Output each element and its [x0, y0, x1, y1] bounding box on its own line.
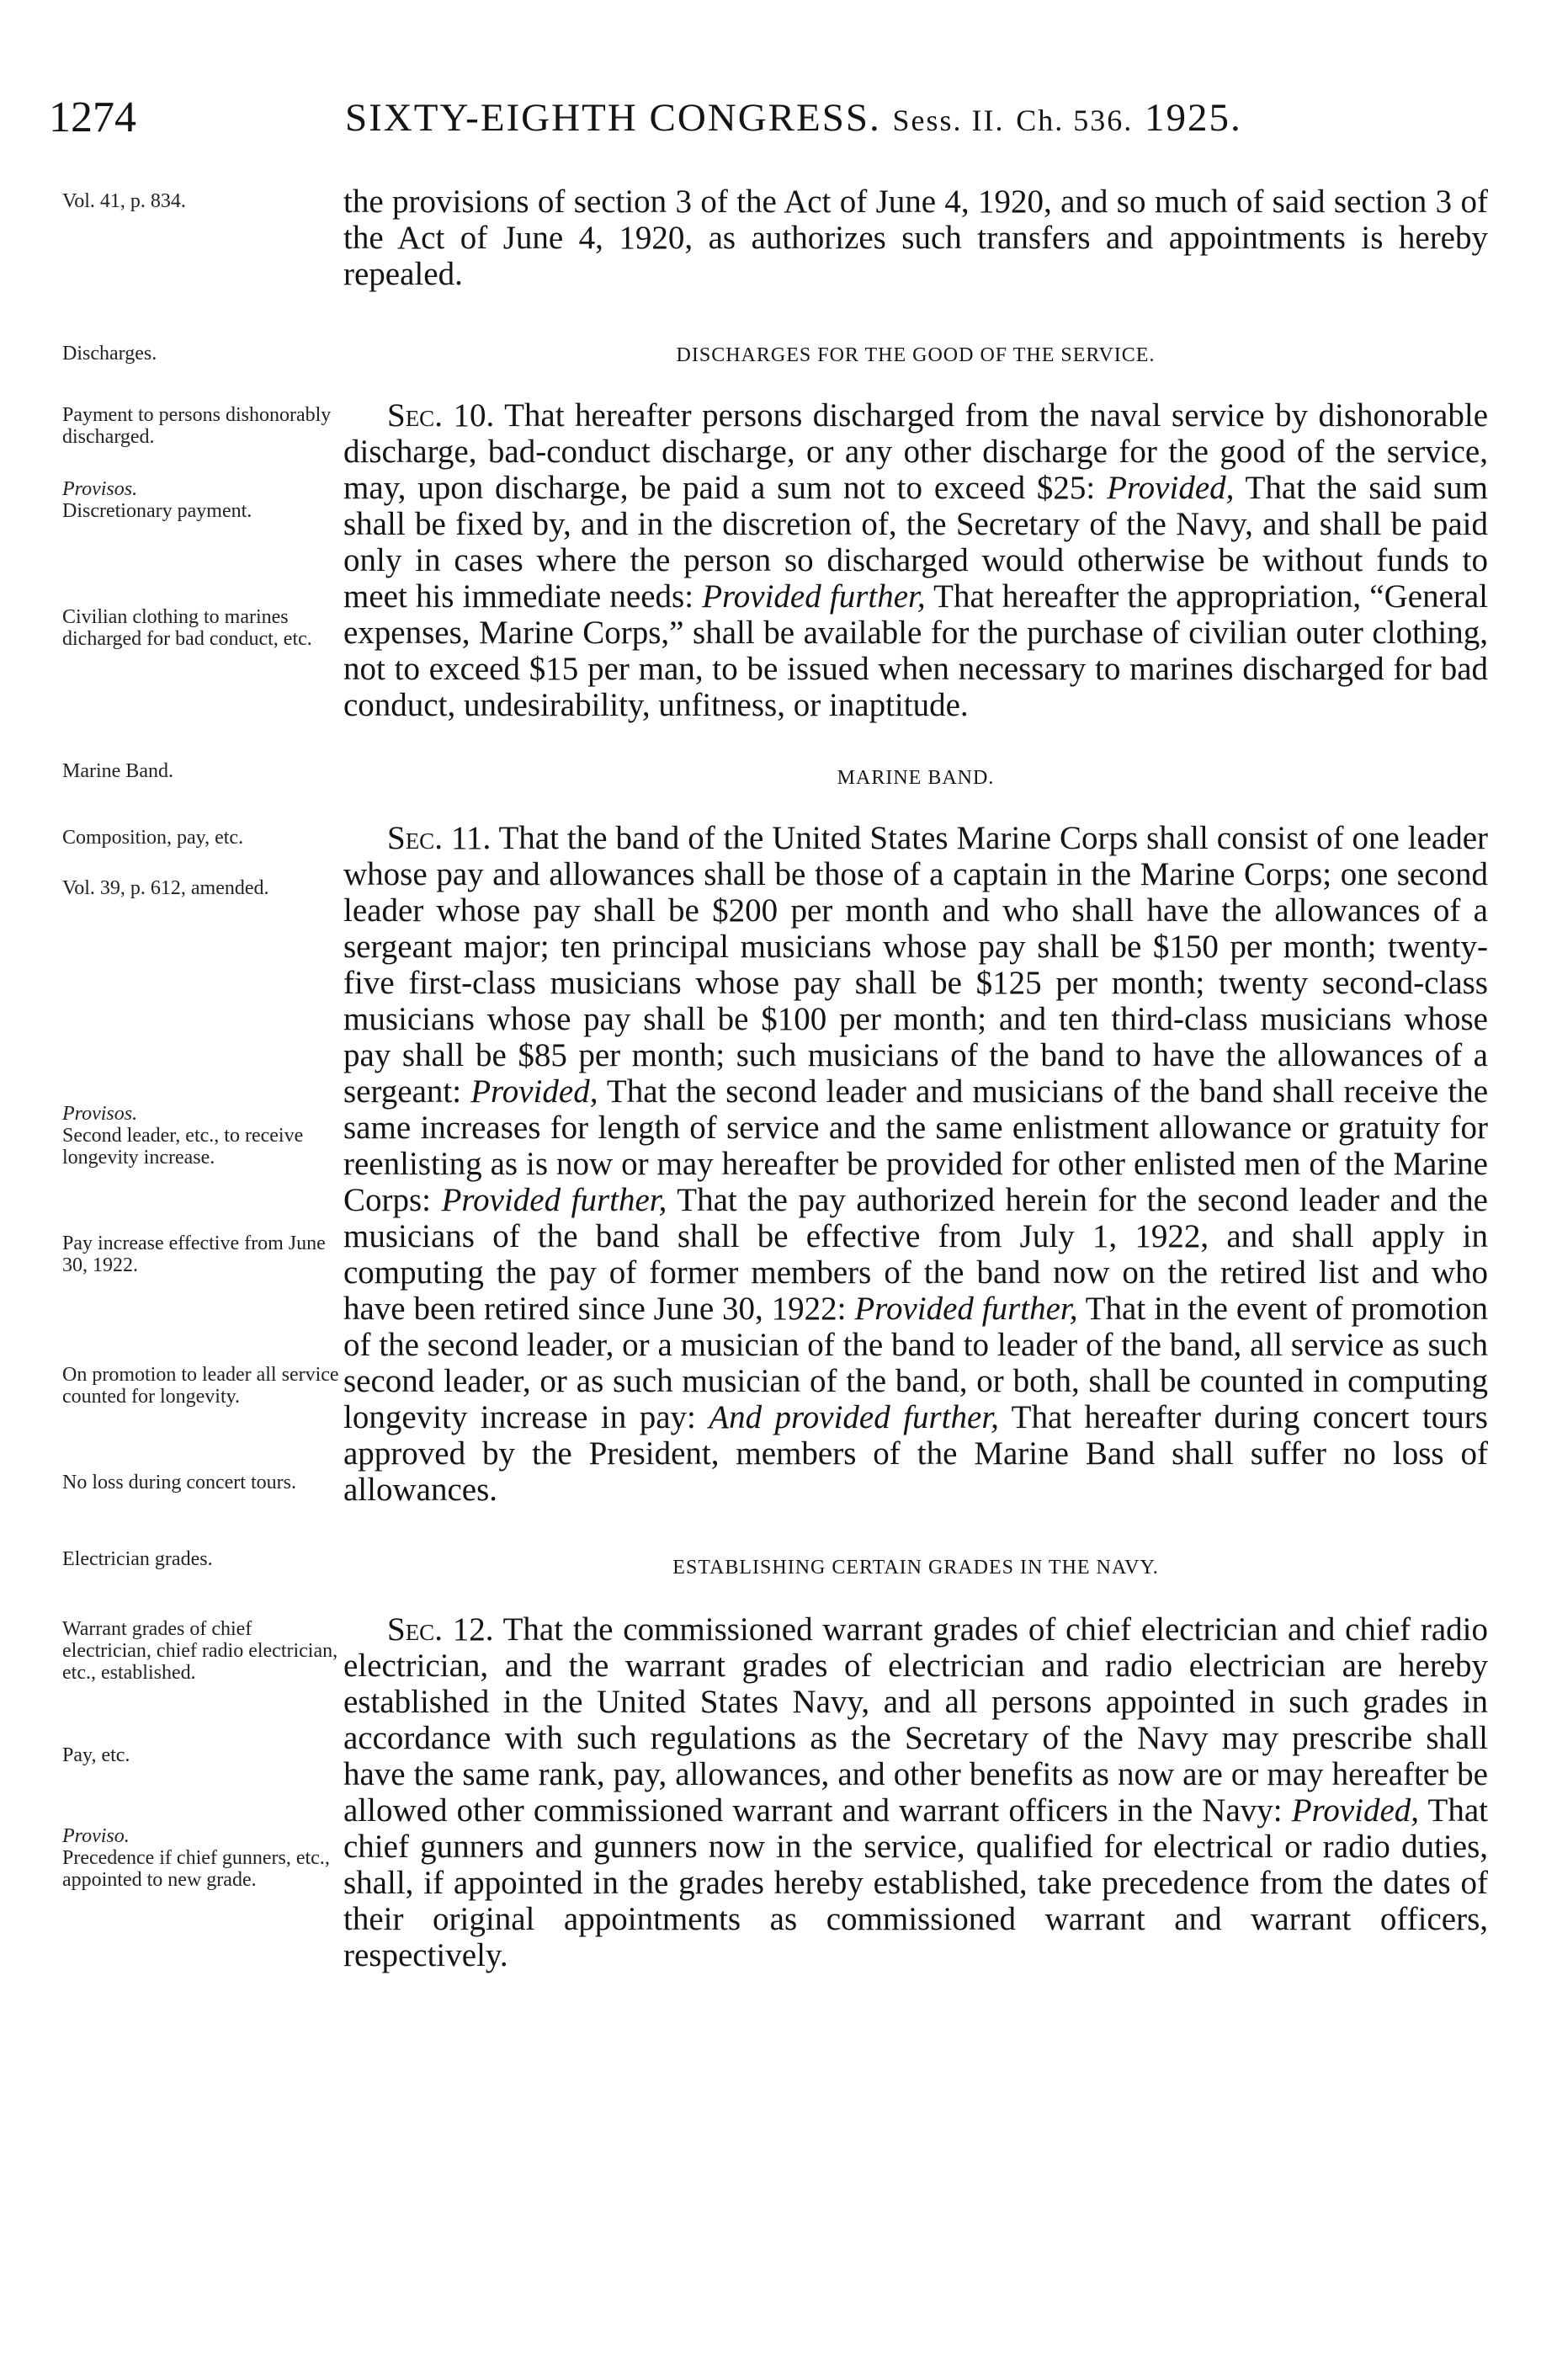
- margin-note: On promotion to leader all service counted for longevity.: [62, 1364, 339, 1408]
- page-number: 1274: [49, 93, 136, 141]
- running-header: [0, 0, 1541, 168]
- margin-note: Proviso.: [62, 1825, 130, 1847]
- margin-section-title: Marine Band.: [62, 760, 173, 782]
- margin-note: Payment to persons dishonorably discharged.: [62, 404, 332, 448]
- section-heading: DISCHARGES FOR THE GOOD OF THE SERVICE.: [676, 344, 1156, 366]
- margin-note: Composition, pay, etc.: [62, 827, 244, 849]
- sec-10-block: [0, 397, 1541, 723]
- text-run: That in the event of promotion of the second leader, or a musician of the band to leader of the band, all service as such second leader, or as such musician of the band, or both, shall be counted in computing longevity increase in pay:: [343, 1291, 1489, 1435]
- sec-11-text: [343, 820, 1488, 1508]
- proviso-text: Provided,: [1107, 470, 1235, 506]
- session-label: Sess. II.: [892, 104, 1005, 137]
- sec-10-text: [343, 397, 1488, 723]
- text-run: That the second leader and musicians of the band shall receive the same increases for length of service and the same enlistment allowance or gratuity for reenlisting as is now or may hereafter be provided for other enlisted men of the Marine Corps:: [343, 1073, 1489, 1218]
- paragraph-text: the provisions of section 3 of the Act of June 4, 1920, and so much of said section 3 of the Act of June 4, 1920, as authorizes such transfers and appointments is hereby repealed.: [343, 184, 1488, 292]
- text-run: That the commissioned warrant grades of chief electrician and chief radio electrician, and the warrant grades of electrician and radio electrician are hereby established in the United States Navy, and all persons appointed in such grades in accordance with such regulations as the Secretary of the Navy may prescribe shall have the same rank, pay, allowances, and other benefits as now are or may hereafter be allowed other commissioned warrant and warrant officers in the Navy:: [343, 1611, 1488, 1829]
- margin-note: Vol. 41, p. 834.: [62, 190, 186, 212]
- margin-notes: [62, 753, 340, 782]
- proviso-text: Provided,: [1291, 1792, 1420, 1829]
- sec-11-paragraph: [343, 820, 1488, 1508]
- margin-note: Warrant grades of chief electrician, chief radio electrician, etc., established.: [62, 1618, 338, 1684]
- margin-note: Civilian clothing to marines dicharged for bad conduct, etc.: [62, 606, 312, 650]
- margin-notes: [62, 397, 340, 650]
- text-run: That hereafter the appropriation, “General expenses, Marine Corps,” shall be available for the purchase of civilian outer clothing, not to exceed $15 per man, to be issued when necessary to marines discharged for bad conduct, undesirability, unfitness, or inaptitude.: [343, 578, 1489, 723]
- proviso-text: Provided further,: [854, 1291, 1078, 1327]
- margin-note: Pay increase effective from June 30, 1922.: [62, 1233, 326, 1276]
- sec-12-block: [0, 1611, 1541, 1973]
- continuation-block: [0, 184, 1541, 292]
- text-run: That the pay authorized herein for the second leader and the musicians of the band shall be effective from July 1, 1922, and shall apply in computing the pay of former members of the band now on the retired list and who have been retired since June 30, 1922:: [343, 1182, 1488, 1327]
- year-label: 1925.: [1145, 96, 1242, 140]
- text-run: That hereafter persons discharged from the naval service by dishonorable discharge, bad-conduct discharge, or any other discharge for the good of the service, may, upon discharge, be paid a sum not to exceed $25:: [343, 397, 1488, 506]
- sec-11-block: [0, 820, 1541, 1508]
- running-head-title: [345, 95, 1439, 141]
- margin-note: Discretionary payment.: [62, 500, 252, 522]
- section-label: Sec. 12.: [387, 1611, 494, 1648]
- margin-notes: [62, 184, 340, 212]
- margin-notes: [62, 1611, 340, 1891]
- text-run: That the said sum shall be fixed by, and in the discretion of, the Secretary of the Navy, and shall be paid only in cases where the person so discharged would otherwise be without funds to meet his immediate needs:: [343, 470, 1489, 615]
- section-label: Sec. 10.: [387, 397, 495, 434]
- margin-note: Provisos.: [62, 478, 138, 500]
- text-run: That chief gunners and gunners now in the service, qualified for electrical or radio duties, shall, if appointed in the grades hereby established, take precedence from the dates of their original appointments as commissioned warrant and warrant officers, respectively.: [343, 1792, 1488, 1973]
- congress-title: SIXTY-EIGHTH CONGRESS.: [345, 96, 881, 140]
- discharges-heading-row: [0, 336, 1541, 367]
- electrician-heading-row: [0, 1541, 1541, 1579]
- proviso-text: And provided further,: [709, 1399, 999, 1435]
- margin-section-title: Discharges.: [62, 343, 157, 365]
- margin-note: No loss during concert tours.: [62, 1472, 296, 1493]
- margin-note: Pay, etc.: [62, 1744, 130, 1766]
- sec-12-paragraph: [343, 1611, 1488, 1973]
- section-heading: MARINE BAND.: [837, 767, 995, 789]
- text-run: That the band of the United States Marine Corps shall consist of one leader whose pay and allowances shall be those of a captain in the Marine Corps; one second leader whose pay shall be $200 per month and who shall have the allowances of a sergeant major; ten principal musicians whose pay shall be $150 per month; twenty-five first-class musicians whose pay shall be $125 per month; twenty second-class musicians whose pay shall be $100 per month; and ten third-class musicians whose pay shall be $85 per month; such musicians of the band to have the allowances of a sergeant:: [343, 820, 1489, 1110]
- margin-notes: [62, 1541, 340, 1570]
- proviso-text: Provided,: [470, 1073, 598, 1110]
- sec-12-text: [343, 1611, 1488, 1973]
- continuation-paragraph: [343, 184, 1488, 292]
- margin-notes: [62, 820, 340, 1493]
- margin-notes: [62, 336, 340, 365]
- sec-10-paragraph: [343, 397, 1488, 723]
- margin-note: Provisos.: [62, 1103, 138, 1125]
- margin-note: Vol. 39, p. 612, amended.: [62, 877, 269, 899]
- section-label: Sec. 11.: [387, 820, 492, 856]
- margin-section-title: Electrician grades.: [62, 1548, 213, 1570]
- section-heading: ESTABLISHING CERTAIN GRADES IN THE NAVY.: [672, 1557, 1159, 1579]
- band-heading-row: [0, 753, 1541, 790]
- proviso-text: Provided further,: [441, 1182, 667, 1218]
- text-run: That hereafter during concert tours approved by the President, members of the Marine Band shall suffer no loss of allowances.: [343, 1399, 1488, 1508]
- margin-note: Second leader, etc., to receive longevity increase.: [62, 1125, 304, 1169]
- margin-note: Precedence if chief gunners, etc., appointed to new grade.: [62, 1847, 330, 1891]
- page-body: [0, 184, 1541, 1973]
- chapter-label: Ch. 536.: [1016, 104, 1134, 137]
- proviso-text: Provided further,: [702, 578, 926, 615]
